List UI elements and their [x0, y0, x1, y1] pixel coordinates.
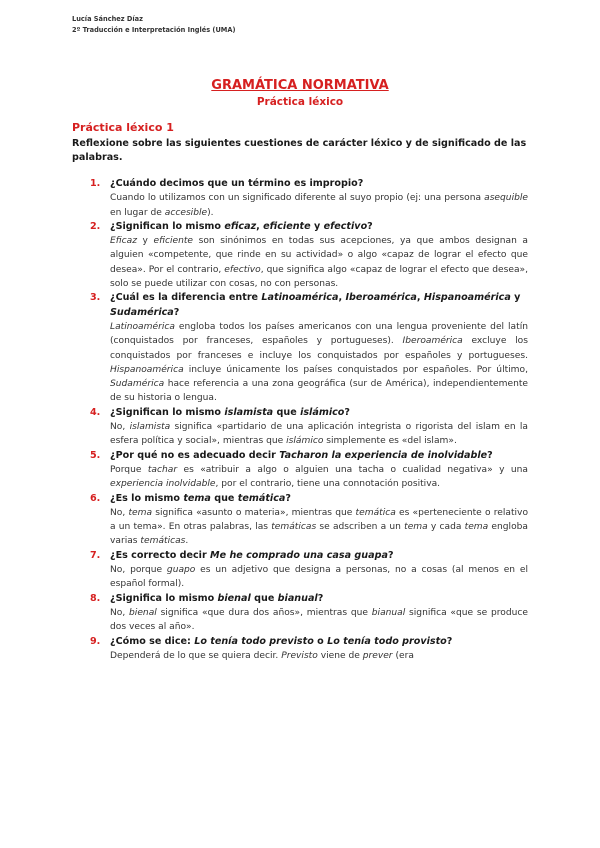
italic-term: Hispanoamérica — [423, 292, 511, 304]
italic-term: Sudamérica — [110, 306, 174, 318]
italic-term: eficiente — [263, 220, 311, 232]
document-title-block — [0, 78, 600, 110]
answer-text — [110, 420, 528, 449]
text-run: ? — [387, 549, 394, 561]
italic-term: prever — [362, 650, 393, 661]
question-item — [72, 449, 528, 492]
question-text — [110, 177, 528, 191]
section-instructions: Reflexione sobre las siguientes cuestiones de carácter léxico y de significado de las palabras. — [72, 138, 527, 163]
italic-term: islámico — [286, 436, 324, 447]
text-run: ¿Cómo se dice: — [110, 635, 195, 647]
italic-term: Previsto — [281, 650, 318, 661]
text-run: ¿Cuándo decimos que un término es impropio? — [110, 178, 364, 189]
question-item — [72, 177, 528, 220]
question-number: 8. — [90, 592, 101, 604]
author-name: Lucía Sánchez Díaz — [72, 15, 143, 23]
text-run: No, — [110, 607, 130, 618]
text-run: y cada — [427, 522, 465, 533]
text-run: significa «que dura dos años», mientras que — [156, 607, 372, 618]
question-number: 1. — [90, 178, 101, 189]
text-run: ¿Significan lo mismo — [110, 406, 225, 418]
italic-term: bienal — [129, 607, 157, 618]
italic-term: bianual — [371, 607, 406, 618]
question-text — [110, 549, 528, 563]
italic-term: Eficaz — [110, 236, 137, 247]
text-run: . — [185, 536, 189, 547]
page-header — [72, 14, 235, 36]
question-item — [72, 492, 528, 549]
text-run: ¿Significa lo mismo — [110, 592, 218, 604]
text-run: o — [313, 635, 328, 647]
text-run: ? — [317, 592, 324, 604]
text-run: , por el contrario, tiene una connotación positiva. — [215, 479, 441, 490]
text-run: excluye los conquistados por franceses e incluye los conquistados por españoles y portugueses. — [110, 336, 528, 361]
italic-term: temáticas — [140, 536, 186, 547]
text-run: Dependerá de lo que se quiera decir. — [110, 650, 282, 661]
italic-term: Lo tenía todo provisto — [327, 635, 447, 647]
text-run: ? — [487, 449, 493, 461]
italic-term: efectivo — [224, 264, 261, 275]
text-run: , — [256, 220, 264, 232]
practice-section — [72, 120, 528, 663]
text-run: y — [510, 292, 521, 304]
question-text — [110, 592, 528, 606]
answer-text — [110, 234, 528, 291]
question-number: 3. — [90, 292, 101, 304]
text-run: y — [136, 236, 154, 247]
italic-term: bianual — [277, 592, 318, 604]
text-run: en lugar de — [110, 207, 165, 218]
italic-term: Latinoamérica — [110, 321, 175, 332]
question-number: 7. — [90, 549, 101, 561]
text-run: viene de — [317, 650, 363, 661]
question-number: 9. — [90, 635, 101, 647]
section-heading: Práctica léxico 1 — [72, 121, 174, 134]
document-title: GRAMÁTICA NORMATIVA — [211, 78, 389, 93]
document-subtitle: Práctica léxico — [256, 96, 344, 108]
text-run: ? — [367, 220, 373, 232]
italic-term: Lo tenía todo previsto — [194, 635, 314, 647]
text-run: engloba todos los países americanos con una lengua proveniente del latín (conquistados por franceses, españoles y portugueses). — [110, 321, 528, 347]
text-run: hace referencia a una zona geográfica (sur de América), independientemente de su historia o lengua. — [110, 379, 528, 404]
answer-text — [110, 191, 528, 220]
text-run: Porque — [110, 464, 148, 475]
text-run: ? — [344, 406, 350, 418]
question-text — [110, 220, 528, 234]
question-item — [72, 406, 528, 449]
answer-text — [110, 606, 528, 635]
italic-term: experiencia inolvidable — [110, 479, 216, 490]
question-list — [72, 177, 528, 663]
italic-term: islámico — [300, 406, 345, 418]
text-run: son sinónimos en todas sus acepciones, ya que ambos designan a alguien «competente, que rinde en su actividad» o algo «capaz de lograr el efecto que desea». Por el contrario, — [110, 236, 528, 275]
question-text — [110, 449, 528, 463]
question-item — [72, 635, 528, 664]
text-run: ¿Es correcto decir — [110, 549, 211, 561]
text-run: significa «partidario de una aplicación integrista o rigorista del islam en la esfera política y social», mientras que — [110, 422, 528, 447]
italic-term: tema — [404, 522, 428, 533]
text-run: No, — [110, 422, 130, 433]
italic-term: temática — [237, 492, 286, 504]
question-item — [72, 291, 528, 405]
text-run: se adscriben a un — [316, 522, 405, 533]
question-text — [110, 492, 528, 506]
italic-term: eficiente — [153, 236, 194, 247]
text-run: es «perteneciente o relativo a un tema». En otras palabras, las — [110, 507, 529, 533]
text-run: (era — [392, 650, 414, 661]
text-run: ). — [207, 207, 214, 218]
text-run: engloba varias — [110, 522, 528, 547]
question-text — [110, 291, 528, 320]
text-run: que — [250, 592, 278, 604]
italic-term: temáticas — [271, 522, 317, 533]
italic-term: Latinoamérica — [261, 292, 339, 304]
italic-term: tema — [128, 507, 153, 518]
text-run: ¿Cuál es la diferencia entre — [110, 292, 262, 304]
text-run: ¿Significan lo mismo — [110, 220, 225, 232]
italic-term: Hispanoamérica — [110, 364, 184, 375]
italic-term: tema — [183, 492, 211, 504]
text-run: ¿Es lo mismo — [110, 492, 184, 504]
italic-term: eficaz — [224, 220, 257, 232]
text-run: incluye únicamente los países conquistados por españoles. Por último, — [183, 364, 528, 375]
italic-term: accesible — [164, 207, 208, 218]
text-run: que — [273, 406, 301, 418]
italic-term: Iberoamérica — [345, 292, 417, 304]
text-run: y — [310, 220, 324, 232]
question-item — [72, 220, 528, 291]
text-run: , — [416, 292, 424, 304]
italic-term: tema — [464, 522, 489, 533]
italic-term: asequible — [484, 193, 528, 204]
text-run: significa «que se produce dos veces al año». — [110, 607, 528, 633]
italic-term: Iberoamérica — [402, 336, 463, 347]
question-number: 6. — [90, 492, 101, 504]
text-run: ? — [173, 306, 180, 318]
question-item — [72, 592, 528, 635]
question-item — [72, 549, 528, 592]
answer-text — [110, 563, 528, 592]
italic-term: Me he comprado una casa guapa — [210, 549, 388, 561]
question-text — [110, 406, 528, 420]
text-run: ? — [285, 492, 291, 504]
text-run: significa «asunto o materia», mientras que — [152, 507, 356, 518]
text-run: simplemente es «del islam». — [323, 436, 457, 447]
italic-term: islamista — [129, 422, 171, 433]
answer-text — [110, 506, 528, 549]
text-run: , — [338, 292, 346, 304]
text-run: es un adjetivo que designa a personas, no a cosas (al menos en el español formal). — [110, 565, 528, 590]
italic-term: islamista — [224, 406, 274, 418]
italic-term: guapo — [166, 565, 196, 576]
question-text — [110, 635, 528, 649]
text-run: , que significa algo «capaz de lograr el efecto que desea», solo se puede utilizar con cosas, no con personas. — [110, 264, 528, 290]
answer-text — [110, 649, 528, 663]
answer-text — [110, 463, 528, 492]
question-number: 4. — [90, 406, 101, 418]
italic-term: Tacharon la experiencia de inolvidable — [279, 449, 488, 461]
question-number: 2. — [90, 220, 101, 232]
question-number: 5. — [90, 449, 101, 461]
text-run: es «atribuir a algo o alguien una tacha o cualidad negativa» y una — [177, 464, 528, 475]
text-run: No, porque — [110, 565, 167, 576]
italic-term: efectivo — [323, 220, 368, 232]
italic-term: tachar — [147, 464, 178, 475]
text-run: ¿Por qué no es adecuado decir — [110, 449, 280, 461]
course-name: 2º Traducción e Interpretación Inglés (UMA) — [72, 26, 236, 34]
text-run: ? — [446, 635, 453, 647]
italic-term: temática — [355, 507, 396, 518]
text-run: No, — [110, 507, 129, 518]
italic-term: bienal — [217, 592, 251, 604]
text-run: que — [210, 492, 238, 504]
text-run: Cuando lo utilizamos con un significado diferente al suyo propio (ej: una persona — [110, 193, 485, 204]
answer-text — [110, 320, 528, 406]
italic-term: Sudamérica — [110, 379, 165, 390]
